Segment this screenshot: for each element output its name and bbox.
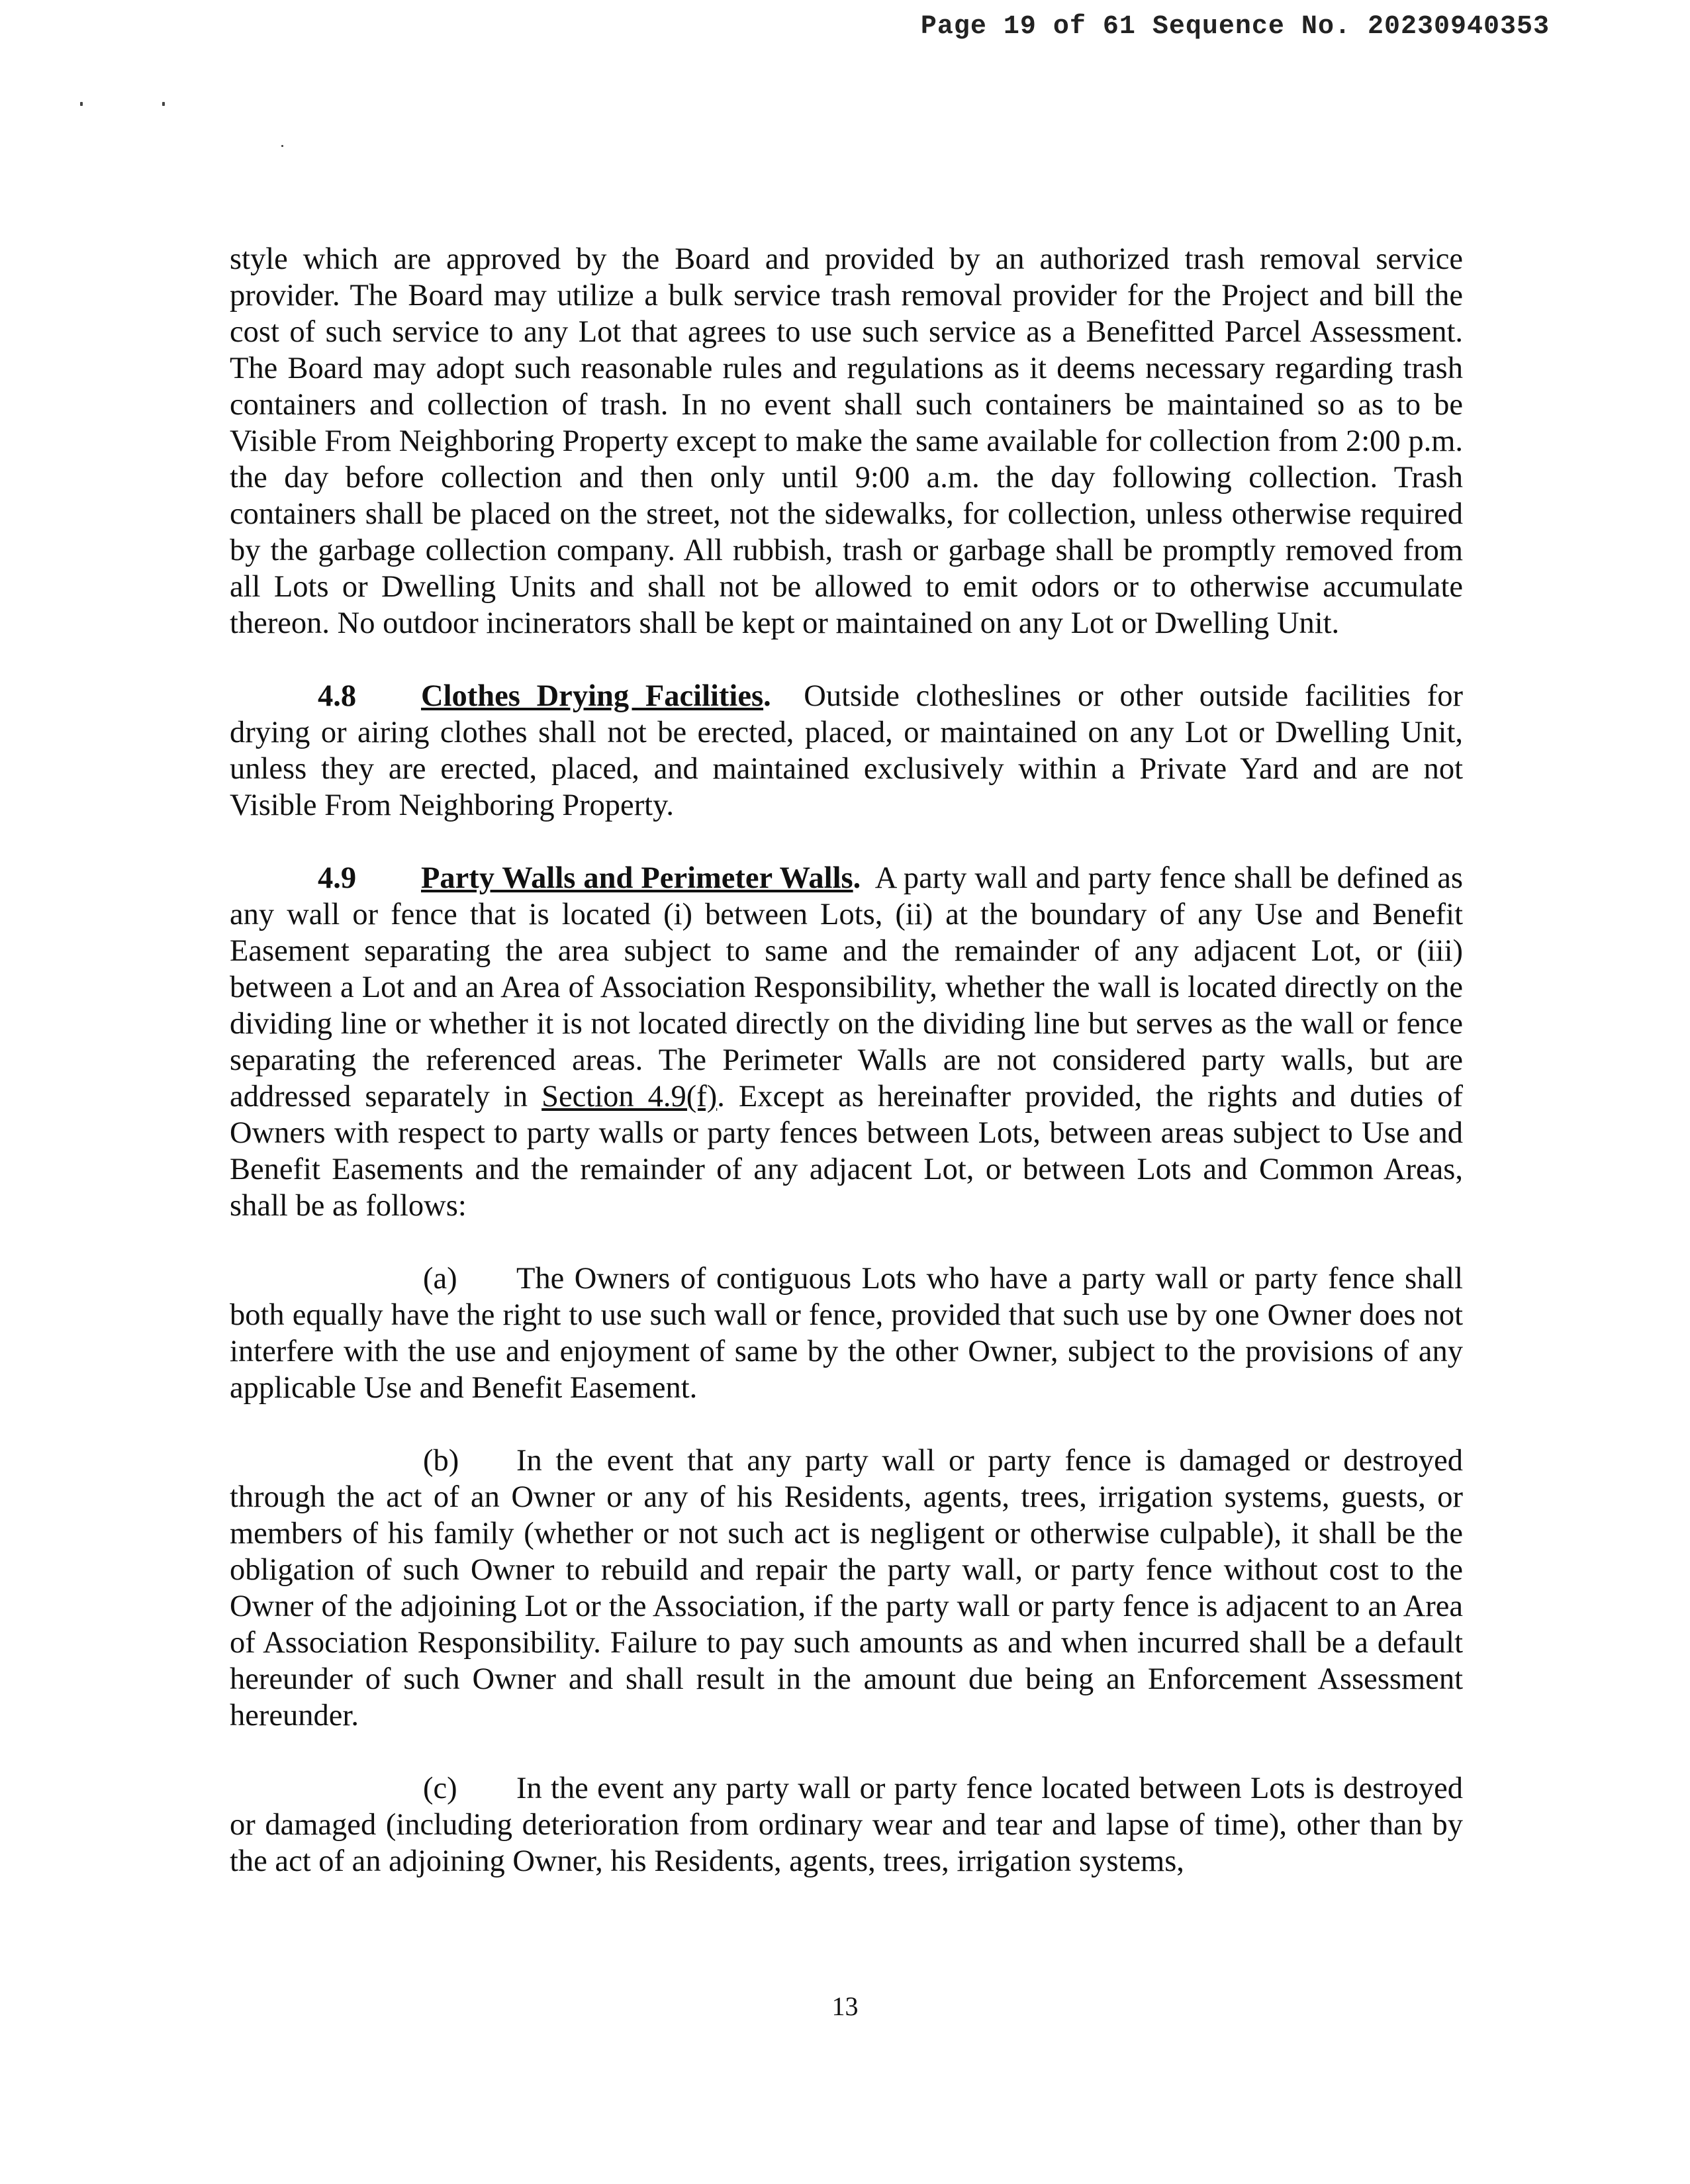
scan-speck [80,102,83,106]
scan-speck [162,102,165,106]
scan-speck [281,145,283,147]
section-number: 4.9 [318,861,357,895]
paragraph-text: style which are approved by the Board and provided by an authorized trash removal service provider. The Board may utilize a bulk service trash removal provider for the Project and bill the cost of such service to any Lot that agrees to use such service as a Benefitted Parcel Assessment. The Board may adopt such reasonable rules and regulations as it deems necessary regarding trash containers and collection of trash. In no event shall such containers be maintained so as to be Visible From Neighboring Property except to make the same available for collection from 2:00 p.m. the day before collection and then only until 9:00 a.m. the day following collection. Trash containers shall be placed on the street, not the sidewalks, for collection, unless otherwise required by the garbage collection company. All rubbish, trash or garbage shall be promptly removed from all Lots or Dwelling Units and shall not be allowed to emit odors or to otherwise accumulate thereon. No outdoor incinerators shall be kept or maintained on any Lot or Dwelling Unit. [230,242,1463,640]
subsection-label: (a) [423,1262,457,1296]
section-4-9: 4.9 Party Walls and Perimeter Walls. A party wall and party fence shall be defined as any wall or fence that is located (i) between Lots, (ii) at the boundary of any Use and Benefit Easement separating the area subject to same and the remainder of any adjacent Lot, or (iii) between a Lot and an Area of Association Responsibility, whether the wall is located directly on the dividing line or whether it is not located directly on the dividing line but serves as the wall or fence separating the referenced areas. The Perimeter Walls are not considered party walls, but are addressed separately in Section 4.9(f). Except as hereinafter provided, the rights and duties of Owners with respect to party walls or party fences between Lots, between areas subject to Use and Benefit Easements and the remainder of any adjacent Lot, or between Lots and Common Areas, shall be as follows: [230,861,1464,1223]
page-number: 13 [831,1991,859,2021]
subsection-text: In the event any party wall or party fence located between Lots is destroyed or damaged (including deterioration from ordinary wear and tear and lapse of time), other than by the act of an adjoining Owner, his Residents, agents, trees, irrigation systems, [230,1772,1463,1878]
subsection-text: The Owners of contiguous Lots who have a party wall or party fence shall both equally have the right to use such wall or fence, provided that such use by one Owner does not interfere with the use and enjoyment of same by the other Owner, subject to the provisions of any applicable Use and Benefit Easement. [230,1262,1463,1405]
subsection-c [230,1770,1463,1879]
section-text: Outside clotheslines or other outside facilities for drying or airing clothes shall not be erected, placed, or maintained on any Lot or Dwelling Unit, unless they are erected, placed, and maintained exclusively within a Private Yard and are not Visible From Neighboring Property. [230,679,1463,822]
subsection-b [230,1443,1463,1734]
section-title: Clothes Drying Facilities [421,679,764,713]
subsection-label: (c) [423,1772,457,1805]
section-text: . Except as hereinafter provided, the rights and duties of Owners with respect to party walls or party fences between Lots, between areas subject to Use and Benefit Easements and the remainder of any adjacent Lot, or between Lots and Common Areas, shall be as follows: [230,1080,1464,1223]
page-sequence-header: Page 19 of 61 Sequence No. 20230940353 [920,12,1550,42]
paragraph-trash-continuation [230,241,1463,641]
section-4-8: 4.8 Clothes Drying Facilities. Outside clotheslines or other outside facilities for drying or airing clothes shall not be erected, placed, or maintained on any Lot or Dwelling Unit, unless they are erected, placed, and maintained exclusively within a Private Yard and are not Visible From Neighboring Property. [230,679,1463,822]
section-number: 4.8 [318,679,357,713]
document-body [230,241,1463,1916]
section-reference-link: Section 4.9(f) [541,1080,718,1114]
subsection-a [230,1260,1463,1406]
section-title: Party Walls and Perimeter Walls [421,861,853,895]
section-text: A party wall and party fence shall be defined as any wall or fence that is located (i) between Lots, (ii) at the boundary of any Use and Benefit Easement separating the area subject to same and the remainder of any adjacent Lot, or (iii) between a Lot and an Area of Association Responsibility, whether the wall is located directly on the dividing line or whether it is not located directly on the dividing line but serves as the wall or fence separating the referenced areas. The Perimeter Walls are not considered party walls, but are addressed separately in [230,861,1463,1114]
subsection-text: In the event that any party wall or party fence is damaged or destroyed through the act of an Owner or any of his Residents, agents, trees, irrigation systems, guests, or members of his family (whether or not such act is negligent or otherwise culpable), it shall be the obligation of such Owner to rebuild and repair the party wall, or party fence without cost to the Owner of the adjoining Lot or the Association, if the party wall or party fence is adjacent to an Area of Association Responsibility. Failure to pay such amounts as and when incurred shall be a default hereunder of such Owner and shall result in the amount due being an Enforcement Assessment hereunder. [230,1444,1463,1733]
subsection-label: (b) [423,1444,459,1478]
